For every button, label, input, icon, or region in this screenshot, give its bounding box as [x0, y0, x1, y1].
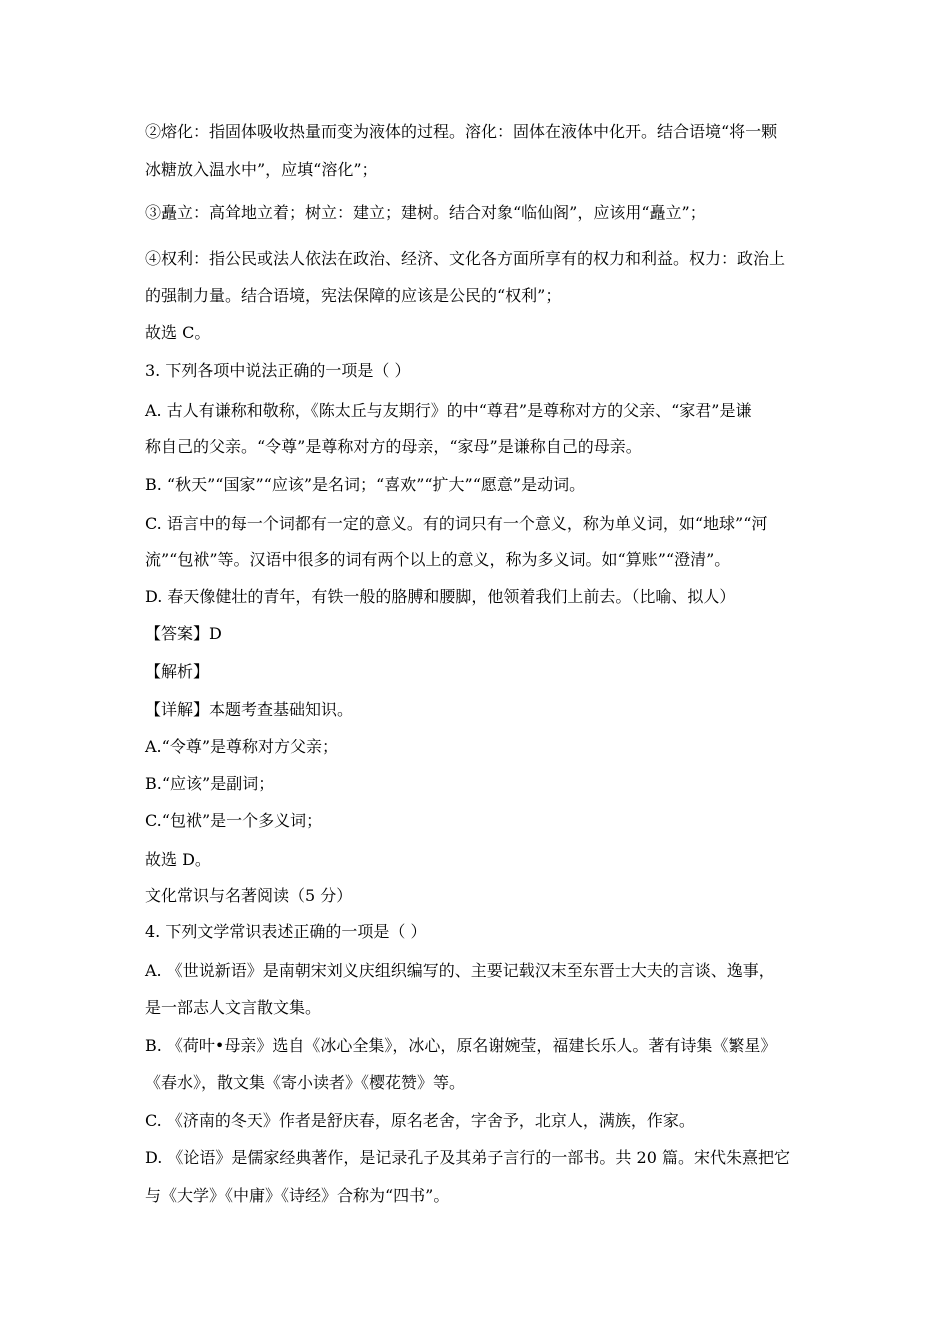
- answer-choice-q2: 故选 C。: [145, 323, 211, 342]
- analysis-item-4-line-1: ④权利：指公民或法人依法在政治、经济、文化各方面所享有的权力和利益。权力：政治上: [145, 249, 786, 268]
- q3-option-b: B. “秋天”“国家”“应该”是名词；“喜欢”“扩大”“愿意”是动词。: [145, 475, 586, 494]
- q3-detail-c: C.“包袱”是一个多义词；: [145, 811, 323, 830]
- q3-option-c-line-1: C. 语言中的每一个词都有一定的意义。有的词只有一个意义，称为单义词，如“地球”“河: [145, 514, 768, 533]
- section-heading: 文化常识与名著阅读（5 分）: [145, 886, 353, 905]
- q4-option-a-line-1: A. 《世说新语》是南朝宋刘义庆组织编写的、主要记载汉末至东晋士大夫的言谈、逸事，: [145, 961, 775, 980]
- analysis-item-2-line-2: 冰糖放入温水中”，应填“溶化”；: [145, 160, 378, 179]
- q4-option-d-line-1: D. 《论语》是儒家经典著作，是记录孔子及其弟子言行的一部书。共 20 篇。宋代朱熹把它: [145, 1148, 790, 1167]
- q3-analysis-heading: 【解析】: [145, 662, 210, 681]
- q4-option-b-line-2: 《春水》，散文集《寄小读者》《樱花赞》等。: [145, 1073, 466, 1092]
- q3-detail-a: A.“令尊”是尊称对方父亲；: [145, 737, 339, 756]
- q3-detail-b: B.“应该”是副词；: [145, 774, 275, 793]
- q4-option-d-line-2: 与《大学》《中庸》《诗经》合称为“四书”。: [145, 1186, 450, 1205]
- analysis-item-4-line-2: 的强制力量。结合语境，宪法保障的应该是公民的“权利”；: [145, 286, 562, 305]
- q4-option-b-line-1: B. 《荷叶•母亲》选自《冰心全集》，冰心，原名谢婉莹，福建长乐人。著有诗集《繁星》: [145, 1036, 777, 1055]
- analysis-item-2-line-1: ②熔化：指固体吸收热量而变为液体的过程。溶化：固体在液体中化开。结合语境“将一颗: [145, 122, 778, 141]
- q3-option-a-line-1: A. 古人有谦称和敬称，《陈太丘与友期行》的中“尊君”是尊称对方的父亲、“家君”是谦: [145, 401, 752, 420]
- q4-option-c: C. 《济南的冬天》作者是舒庆春，原名老舍，字舍予，北京人，满族，作家。: [145, 1111, 695, 1130]
- q3-option-a-line-2: 称自己的父亲。“令尊”是尊称对方的母亲，“家母”是谦称自己的母亲。: [145, 437, 642, 456]
- question-4-stem: 4. 下列文学常识表述正确的一项是（ ）: [145, 922, 427, 941]
- q4-option-a-line-2: 是一部志人文言散文集。: [145, 998, 322, 1017]
- q3-answer-choice: 故选 D。: [145, 850, 211, 869]
- analysis-item-3: ③矗立：高耸地立着；树立：建立；建树。结合对象“临仙阁”，应该用“矗立”；: [145, 203, 706, 222]
- q3-option-c-line-2: 流”“包袱”等。汉语中很多的词有两个以上的意义，称为多义词。如“算账”“澄清”。: [145, 550, 731, 569]
- question-3-stem: 3. 下列各项中说法正确的一项是（ ）: [145, 361, 411, 380]
- q3-answer: 【答案】D: [145, 624, 222, 643]
- q3-option-d: D. 春天像健壮的青年，有铁一般的胳膊和腰脚，他领着我们上前去。（比喻、拟人）: [145, 587, 736, 606]
- q3-detail: 【详解】本题考查基础知识。: [145, 700, 354, 719]
